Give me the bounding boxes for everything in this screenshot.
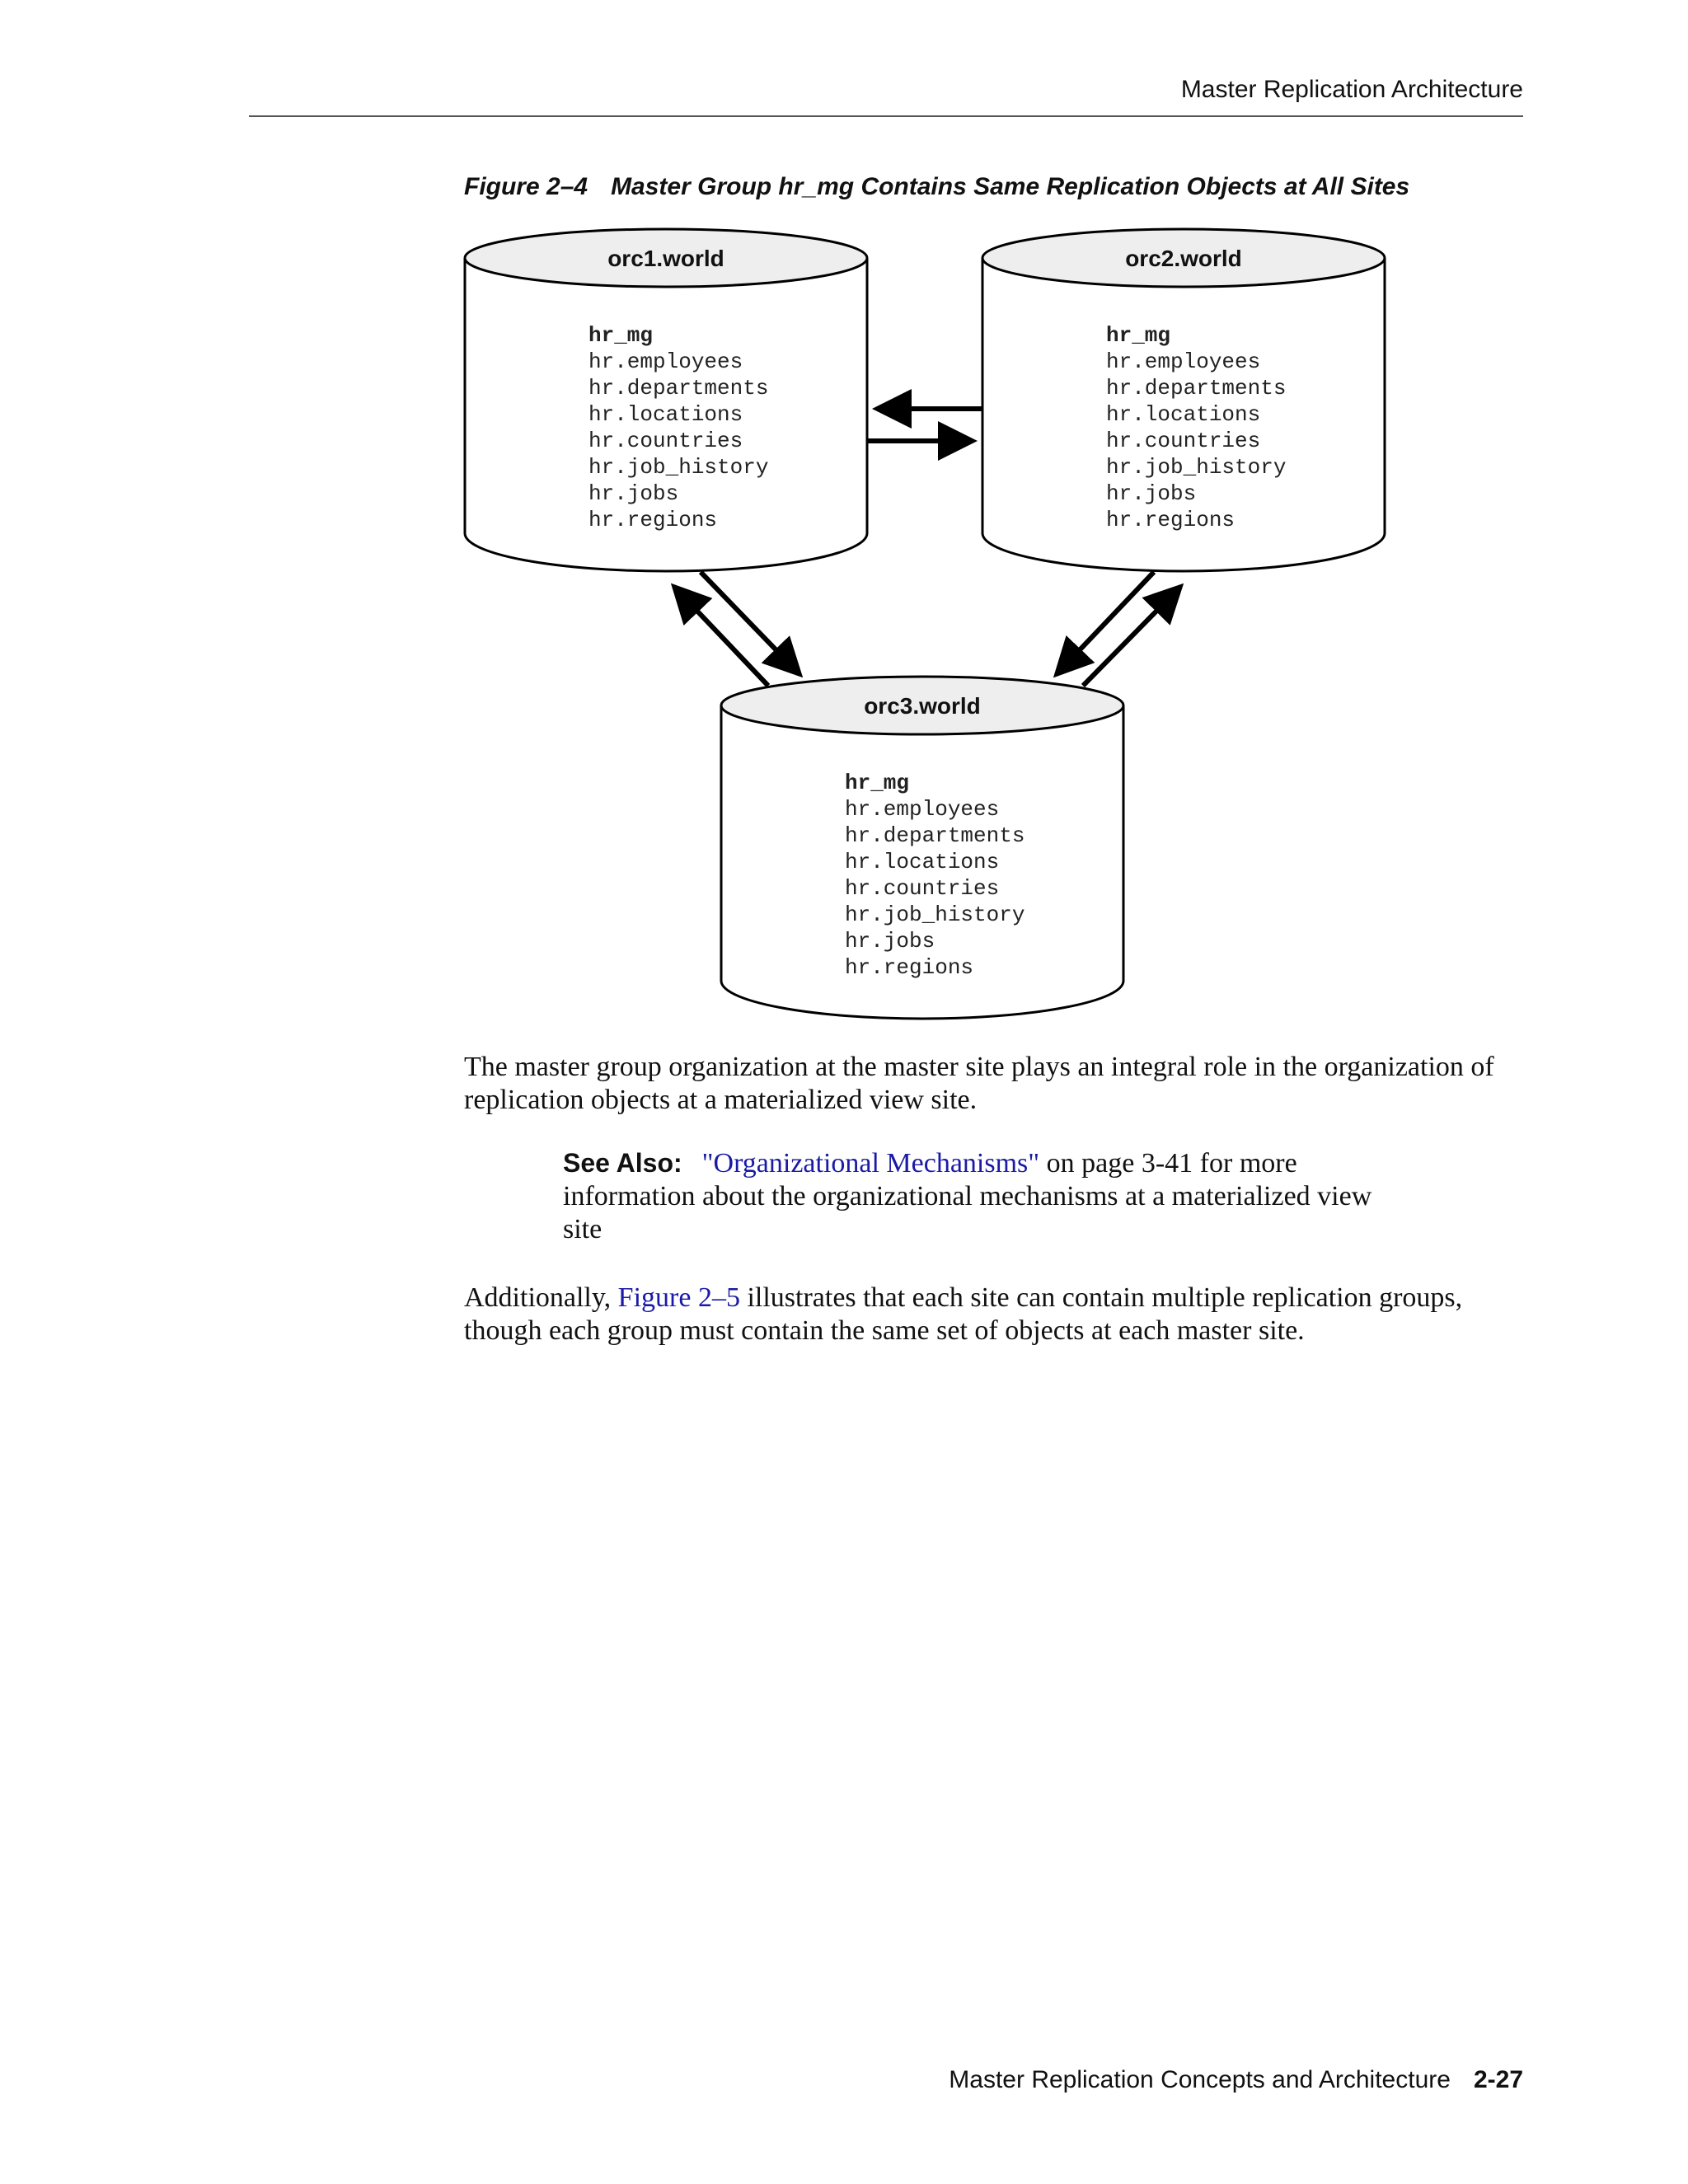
site-cylinder-orc2 bbox=[982, 229, 1385, 571]
see-also-label: See Also: bbox=[563, 1148, 682, 1178]
footer-chapter-title: Master Replication Concepts and Architecture bbox=[949, 2066, 1451, 2093]
figure-number: Figure 2–4 bbox=[464, 173, 588, 200]
object-orc1: hr.job_history bbox=[588, 455, 769, 480]
group-name-orc2: hr_mg bbox=[1106, 323, 1171, 348]
object-orc3: hr.jobs bbox=[845, 929, 935, 954]
object-orc1: hr.employees bbox=[588, 349, 743, 374]
object-orc2: hr.job_history bbox=[1106, 455, 1287, 480]
object-orc3: hr.locations bbox=[845, 850, 1000, 874]
arrow-orc1-to-orc3 bbox=[701, 572, 799, 674]
see-also-note bbox=[563, 1146, 1412, 1246]
object-orc3: hr.regions bbox=[845, 955, 974, 980]
paragraph-2-intro: Additionally, bbox=[464, 1282, 618, 1313]
object-orc2: hr.jobs bbox=[1106, 481, 1197, 506]
body-paragraph-2 bbox=[464, 1282, 1494, 1347]
figure-title: Master Group hr_mg Contains Same Replication Objects at All Sites bbox=[611, 173, 1410, 200]
group-name-orc3: hr_mg bbox=[845, 771, 910, 795]
page-number: 2-27 bbox=[1473, 2066, 1523, 2093]
object-orc1: hr.regions bbox=[588, 508, 718, 532]
object-orc3: hr.countries bbox=[845, 876, 1000, 901]
replication-diagram bbox=[0, 0, 1688, 1038]
object-orc2: hr.regions bbox=[1106, 508, 1236, 532]
site-cylinder-orc3 bbox=[721, 677, 1123, 1019]
running-header: Master Replication Architecture bbox=[1180, 76, 1523, 103]
site-name-orc1: orc1.world bbox=[607, 246, 724, 271]
site-cylinder-orc1 bbox=[465, 229, 867, 571]
object-orc1: hr.jobs bbox=[588, 481, 679, 506]
page-footer bbox=[949, 2066, 1523, 2094]
object-orc1: hr.departments bbox=[588, 376, 769, 401]
organizational-mechanisms-link[interactable]: "Organizational Mechanisms" bbox=[701, 1148, 1040, 1179]
object-orc2: hr.departments bbox=[1106, 376, 1287, 401]
object-orc2: hr.countries bbox=[1106, 429, 1261, 453]
body-paragraph-1: The master group organization at the master site plays an integral role in the organization of replication objects at a materialized view site. bbox=[464, 1052, 1494, 1115]
paragraph-2-text: illustrates that each site can contain multiple replication groups, though each group must contain the same set of objects at each master site. bbox=[464, 1282, 1463, 1346]
object-orc1: hr.locations bbox=[588, 402, 743, 427]
object-orc1: hr.countries bbox=[588, 429, 743, 453]
arrow-orc3-to-orc1 bbox=[674, 587, 768, 686]
arrow-orc3-to-orc2 bbox=[1083, 587, 1180, 686]
site-name-orc2: orc2.world bbox=[1125, 246, 1242, 271]
object-orc3: hr.departments bbox=[845, 823, 1025, 848]
object-orc2: hr.employees bbox=[1106, 349, 1261, 374]
object-orc3: hr.employees bbox=[845, 797, 1000, 822]
see-also-text: on page 3-41 for more information about the organizational mechanisms at a materialized view site bbox=[563, 1148, 1372, 1244]
object-orc3: hr.job_history bbox=[845, 902, 1025, 927]
group-name-orc1: hr_mg bbox=[588, 323, 654, 348]
figure-2-5-link[interactable]: Figure 2–5 bbox=[617, 1282, 740, 1313]
site-name-orc3: orc3.world bbox=[864, 693, 981, 719]
arrow-orc2-to-orc3 bbox=[1057, 572, 1154, 674]
object-orc2: hr.locations bbox=[1106, 402, 1261, 427]
